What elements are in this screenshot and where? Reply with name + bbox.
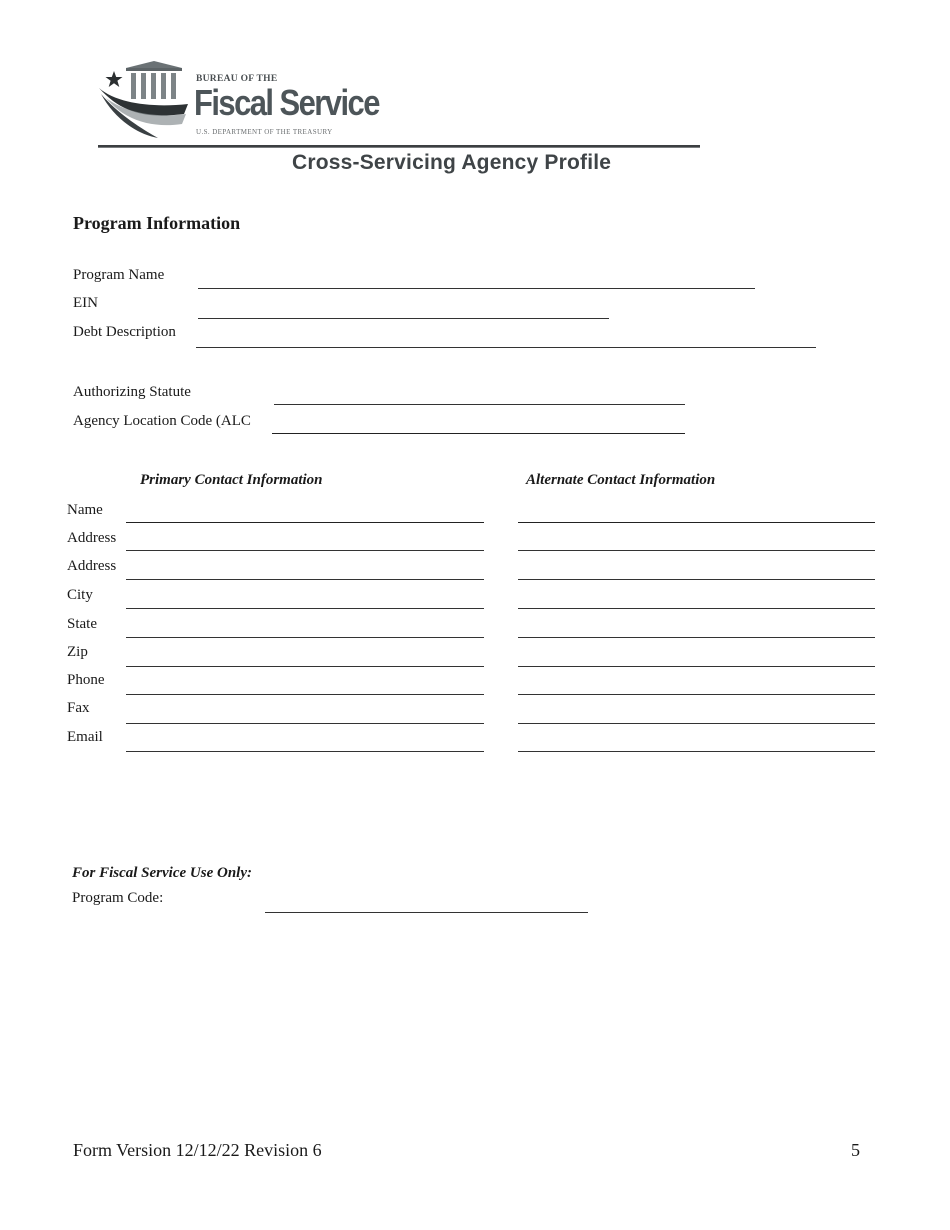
form-version: Form Version 12/12/22 Revision 6 — [73, 1140, 322, 1160]
contact-address2-label: Address — [67, 558, 117, 574]
primary-state-field[interactable] — [126, 637, 484, 638]
primary-fax-field[interactable] — [126, 723, 484, 724]
alternate-phone-field[interactable] — [518, 694, 875, 695]
ein-field[interactable] — [198, 318, 609, 319]
debt-description-field[interactable] — [196, 347, 816, 348]
page-title: Cross-Servicing Agency Profile — [292, 151, 612, 174]
treasury-building-icon — [96, 58, 196, 142]
alternate-city-field[interactable] — [518, 608, 875, 609]
alternate-zip-field[interactable] — [518, 666, 875, 667]
alternate-email-field[interactable] — [518, 751, 875, 752]
program-code-field[interactable] — [265, 912, 588, 913]
logo-treasury-text: U.S. DEPARTMENT OF THE TREASURY — [196, 128, 333, 136]
primary-address2-field[interactable] — [126, 579, 484, 580]
alternate-address2-field[interactable] — [518, 579, 875, 580]
contact-phone-label: Phone — [67, 672, 105, 688]
contact-address-label: Address — [67, 530, 117, 546]
contact-fax-label: Fax — [67, 700, 90, 716]
alternate-fax-field[interactable] — [518, 723, 875, 724]
contact-zip-label: Zip — [67, 644, 88, 660]
contact-email-label: Email — [67, 729, 103, 745]
fiscal-service-logo — [96, 58, 379, 142]
contact-state-label: State — [67, 616, 97, 632]
debt-description-label: Debt Description — [73, 324, 176, 340]
alternate-state-field[interactable] — [518, 637, 875, 638]
authorizing-statute-field[interactable] — [274, 404, 685, 405]
header-divider — [98, 145, 700, 148]
page-number: 5 — [851, 1140, 860, 1160]
contact-city-label: City — [67, 587, 93, 603]
logo-fiscal-service-text: Fiscal Service — [194, 82, 379, 123]
alternate-contact-heading: Alternate Contact Information — [526, 472, 716, 488]
program-information-heading: Program Information — [73, 213, 241, 233]
alternate-name-field[interactable] — [518, 522, 875, 523]
authorizing-statute-label: Authorizing Statute — [73, 384, 191, 400]
contact-name-label: Name — [67, 502, 103, 518]
primary-name-field[interactable] — [126, 522, 484, 523]
program-code-label: Program Code: — [72, 890, 164, 906]
ein-label: EIN — [73, 295, 98, 311]
primary-phone-field[interactable] — [126, 694, 484, 695]
primary-zip-field[interactable] — [126, 666, 484, 667]
primary-city-field[interactable] — [126, 608, 484, 609]
primary-contact-heading: Primary Contact Information — [140, 472, 323, 488]
alc-label: Agency Location Code (ALC — [73, 413, 251, 429]
primary-address-field[interactable] — [126, 550, 484, 551]
logo-bureau-text: BUREAU OF THE — [196, 74, 278, 84]
program-name-field[interactable] — [198, 288, 755, 289]
primary-email-field[interactable] — [126, 751, 484, 752]
alc-field[interactable] — [272, 433, 685, 434]
alternate-address-field[interactable] — [518, 550, 875, 551]
fiscal-use-heading: For Fiscal Service Use Only: — [72, 865, 252, 881]
program-name-label: Program Name — [73, 267, 165, 283]
